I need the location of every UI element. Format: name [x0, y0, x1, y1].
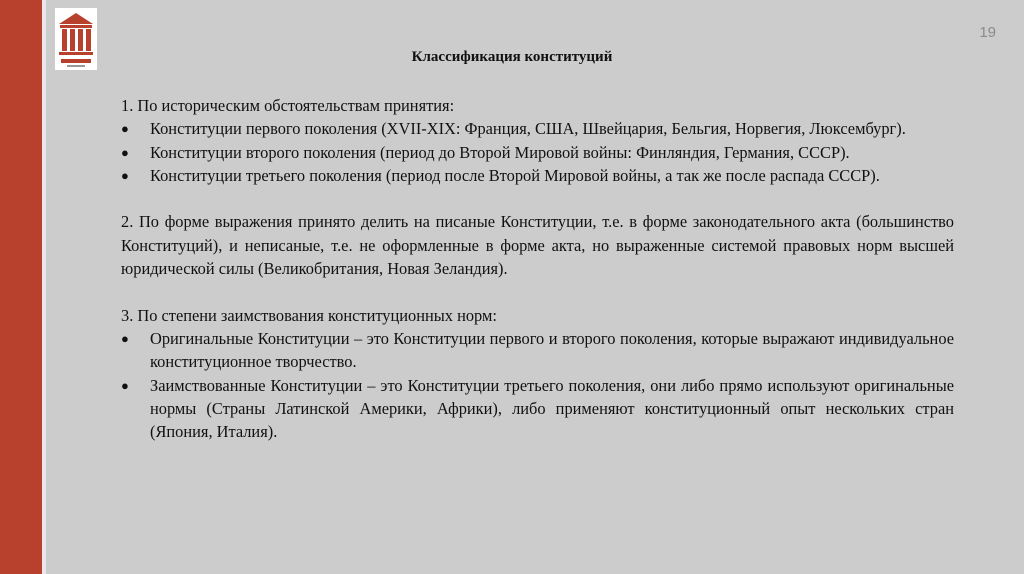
list-item — [121, 374, 954, 444]
section3-heading: 3. По степени заимствования конституционных норм: — [121, 305, 497, 325]
slide-number: 19 — [979, 24, 996, 41]
slide-content — [121, 94, 954, 443]
list-item — [121, 117, 954, 140]
slide-title: Классификация конституций — [411, 49, 613, 65]
bullet-text: Конституции первого поколения (XVII-XIX: Франция, США, Швейцария, Бельгия, Норвегия, Люксембург). — [150, 119, 906, 139]
list-item — [121, 327, 954, 374]
bullet-icon: ● — [121, 121, 129, 137]
section2-paragraph: 2. По форме выражения принято делить на писаные Конституции, т.е. в форме законодательного акта (большинство Конституций), и неписаные, т.е. не оформленные в форме акта, но выраженные системой правовых норм высшей юридической силы (Великобритания, Новая Зеландия). — [121, 212, 954, 279]
bullet-icon: ● — [121, 330, 129, 346]
left-accent-bar — [0, 0, 42, 574]
bullet-text: Конституции второго поколения (период до Второй Мировой войны: Финляндия, Германия, СССР). — [150, 142, 850, 162]
list-item — [121, 141, 954, 164]
bullet-icon: ● — [121, 377, 129, 393]
bullet-icon: ● — [121, 144, 129, 160]
section1-heading: 1. По историческим обстоятельствам принятия: — [121, 96, 455, 115]
bullet-text: Конституции третьего поколения (период после Второй Мировой войны, а так же после распада СССР). — [150, 165, 880, 185]
list-item — [121, 164, 954, 187]
bullet-text: Оригинальные Конституции – это Конституции первого и второго поколения, которые выражают индивидуальное конституционное творчество. — [150, 328, 954, 372]
left-accent-edge — [42, 0, 46, 574]
bullet-text: Заимствованные Конституции – это Конституции третьего поколения, они либо прямо используют оригинальные нормы (Страны Латинской Америки, Африки), либо применяют конституционный опыт нескольких стран (Япония, Италия). — [150, 375, 954, 442]
bullet-icon: ● — [121, 167, 129, 183]
